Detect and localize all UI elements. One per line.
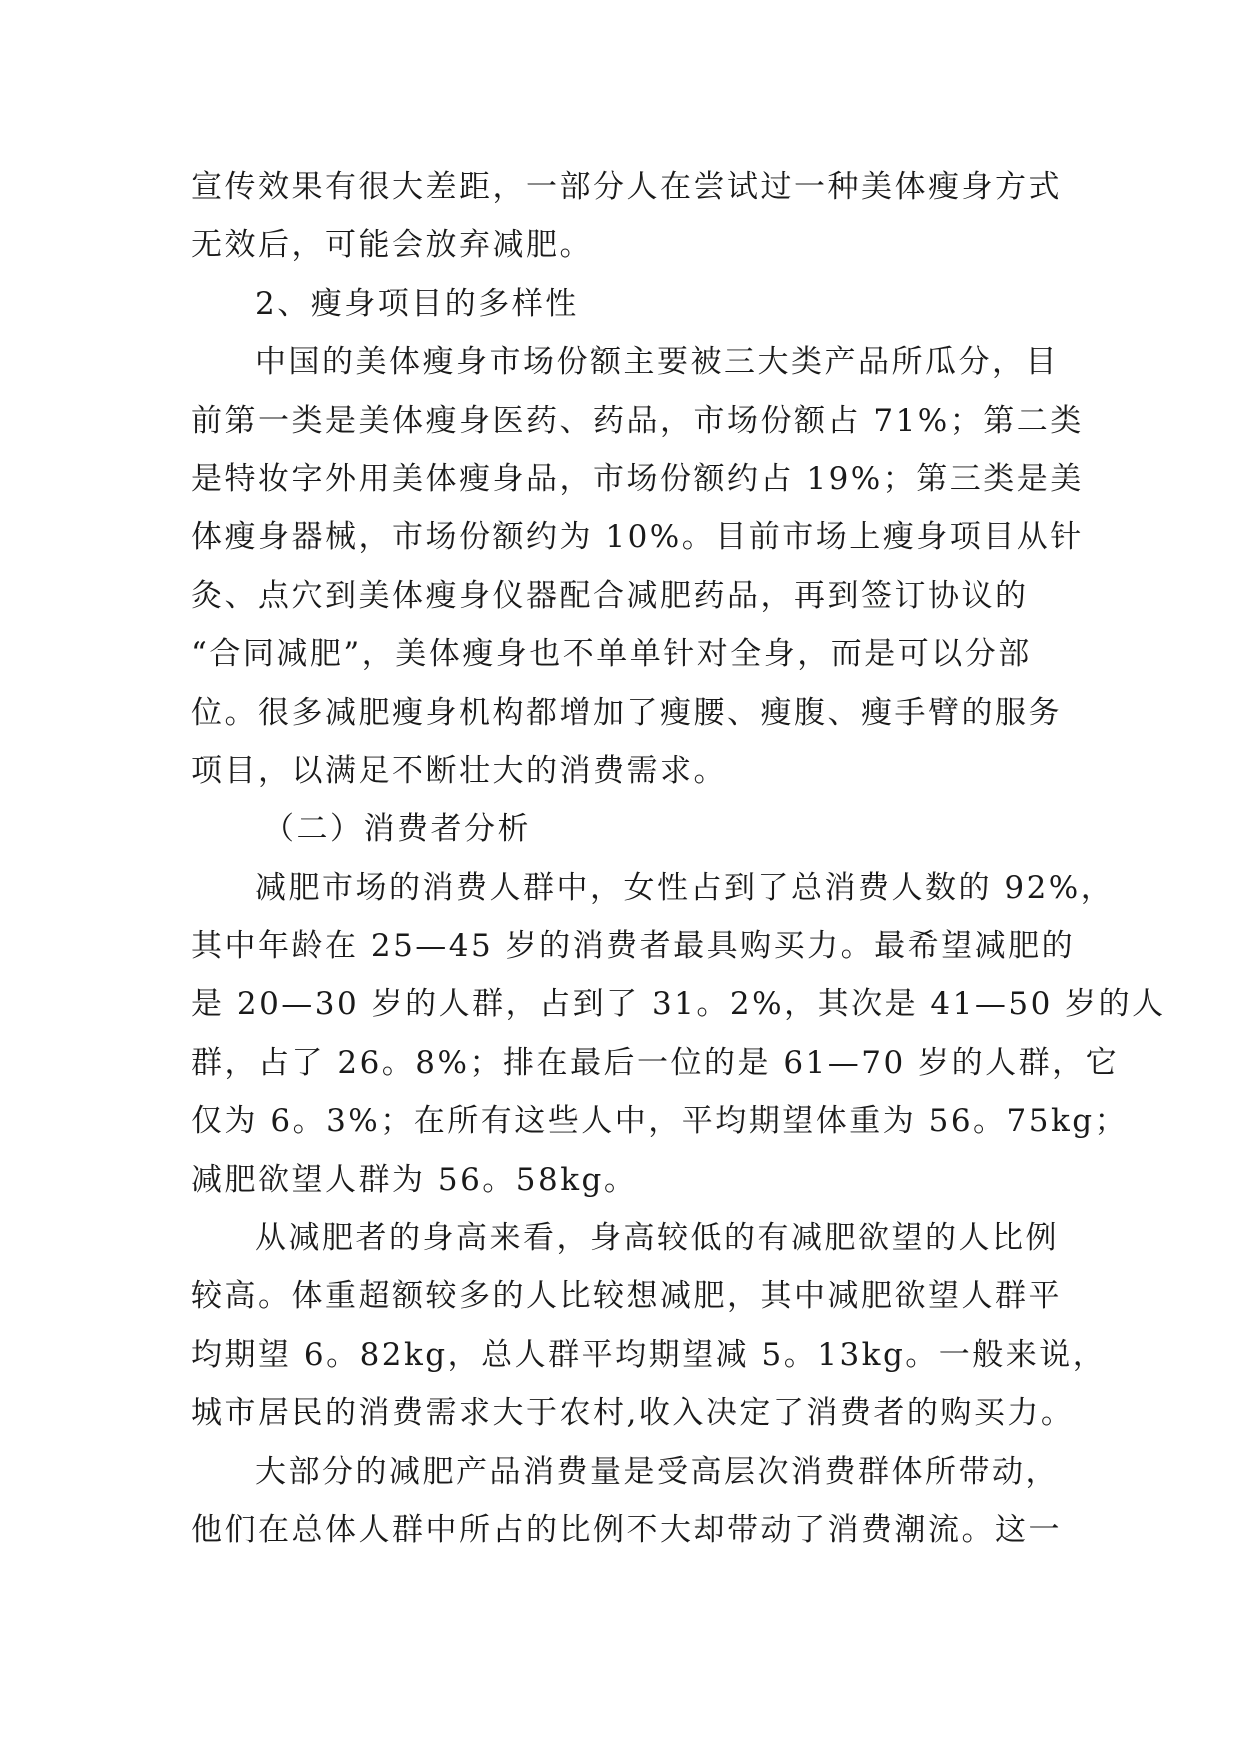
paragraph-line: 较高。体重超额较多的人比较想减肥，其中减肥欲望人群平	[191, 1278, 1062, 1315]
paragraph-line: 中国的美体瘦身市场份额主要被三大类产品所瓜分，目	[255, 344, 1059, 381]
paragraph-line: 从减肥者的身高来看，身高较低的有减肥欲望的人比例	[255, 1220, 1059, 1257]
paragraph-line: 位。很多减肥瘦身机构都增加了瘦腰、瘦腹、瘦手臂的服务	[191, 694, 1062, 731]
paragraph-line: 无效后，可能会放弃减肥。	[191, 227, 593, 264]
paragraph-line: 减肥市场的消费人群中，女性占到了总消费人数的 92%，	[255, 869, 1115, 906]
paragraph-line: 均期望 6。82kg，总人群平均期望减 5。13kg。一般来说，	[191, 1336, 1107, 1373]
paragraph-line: 体瘦身器械，市场份额约为 10%。目前市场上瘦身项目从针	[191, 519, 1084, 556]
paragraph-line: 项目，以满足不断壮大的消费需求。	[191, 752, 727, 789]
paragraph-line: 仅为 6。3%；在所有这些人中，平均期望体重为 56。75kg；	[191, 1103, 1129, 1140]
paragraph-line: 他们在总体人群中所占的比例不大却带动了消费潮流。这一	[191, 1511, 1062, 1548]
paragraph-line: 是特妆字外用美体瘦身品，市场份额约占 19%；第三类是美	[191, 460, 1084, 497]
paragraph-line: “合同减肥”，美体瘦身也不单单针对全身，而是可以分部	[191, 636, 1032, 673]
paragraph-line: 前第一类是美体瘦身医药、药品，市场份额占 71%；第二类	[191, 402, 1084, 439]
paragraph-line: 减肥欲望人群为 56。58kg。	[191, 1161, 638, 1198]
paragraph-line: 群，占了 26。8%；排在最后一位的是 61—70 岁的人群，它	[191, 1044, 1120, 1081]
paragraph-line: 宣传效果有很大差距，一部分人在尝试过一种美体瘦身方式	[191, 169, 1062, 205]
section-heading: （二）消费者分析	[263, 811, 531, 848]
section-heading: 2、瘦身项目的多样性	[255, 285, 579, 322]
paragraph-line: 是 20—30 岁的人群，占到了 31。2%，其次是 41—50 岁的人	[191, 986, 1166, 1023]
paragraph-line: 城市居民的消费需求大于农村,收入决定了消费者的购买力。	[191, 1395, 1075, 1432]
paragraph-line: 其中年龄在 25—45 岁的消费者最具购买力。最希望减肥的	[191, 928, 1076, 965]
paragraph-line: 灸、点穴到美体瘦身仪器配合减肥药品，再到签订协议的	[191, 577, 1029, 614]
paragraph-line: 大部分的减肥产品消费量是受高层次消费群体所带动，	[255, 1453, 1059, 1490]
document-page	[191, 158, 1166, 1559]
